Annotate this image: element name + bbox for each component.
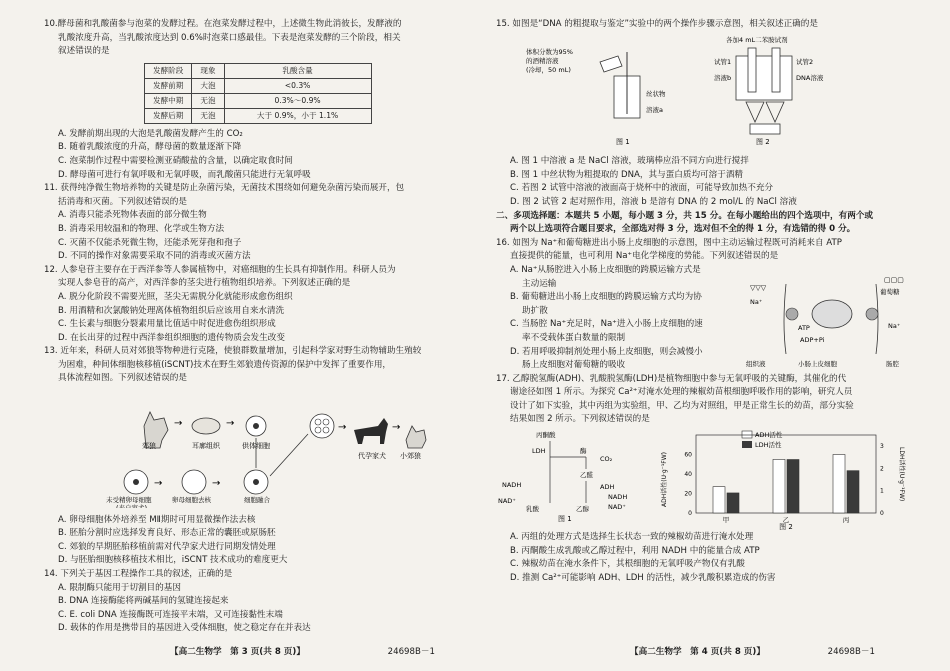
- carrier-protein-icon: [786, 308, 798, 320]
- q17-stem-4: 结果如图 2 所示。下列叙述错误的是: [510, 414, 650, 425]
- footer-title: 【高二生物学 第 3 页(共 8 页)】: [170, 647, 305, 657]
- section-2-title: 二、多项选择题：本题共 5 小题，每小题 3 分，共 15 分。在每小题给出的四个选项中，有两个或: [496, 210, 874, 221]
- q16-option-a: A. Na⁺从肠腔进入小肠上皮细胞的跨膜运输方式是: [510, 264, 701, 275]
- membrane-line: [784, 284, 786, 354]
- q16-option-c: C. 当肠腔 Na⁺充足时，Na⁺进入小肠上皮细胞的速: [510, 319, 703, 330]
- q17-pathway-diagram: [496, 427, 656, 523]
- table-cell: 发酵中期: [145, 93, 192, 108]
- y2-tick-label: 3: [880, 443, 884, 451]
- q16-option-c-cont: 率不受载体蛋白数量的限制: [522, 332, 626, 343]
- pup-icon: [406, 426, 426, 448]
- q10-table: [144, 63, 372, 124]
- x-tick-label: 乙: [782, 516, 790, 525]
- label-wolf: 郊狼: [142, 442, 156, 451]
- footer-left: [170, 645, 435, 657]
- label-na: Na⁺: [888, 321, 901, 330]
- membrane-line: [876, 284, 878, 354]
- q16-option-d-cont: 肠上皮细胞对葡萄糖的吸收: [522, 360, 626, 371]
- cell-icon: [812, 300, 852, 328]
- q13-option-d: D. 与胚胎细胞核移植技术相比，iSCNT 技术成功的难度更大: [58, 555, 288, 566]
- q16-intestine-diagram: [746, 264, 918, 372]
- square-icons: ▢▢▢: [884, 275, 904, 284]
- arrow-icon: →: [174, 418, 183, 430]
- fig1-caption: 图 1: [558, 515, 572, 524]
- page-3: [44, 18, 469, 636]
- q17-stem: 17. 乙醇脱氢酶(ADH)、乳酸脱氢酶(LDH)是植物细胞中参与无氧呼吸的关键酶，其催化的代: [496, 373, 847, 384]
- q13-stem: 13. 近年来，科研人员对郊狼等物种进行克隆，使狼群数量增加，引起科学家对野生动物辅助生殖较: [44, 346, 422, 357]
- chart-marks: [684, 435, 884, 531]
- test-tube-icon: [748, 48, 756, 92]
- table-cell: 大于 0.9%，小于 1.1%: [224, 108, 371, 123]
- q10-option-d: D. 酵母菌可进行有氧呼吸和无氧呼吸，而乳酸菌只能进行无氧呼吸: [58, 169, 311, 180]
- label-ear: 耳廓组织: [192, 442, 220, 451]
- x-tick-label: 丙: [842, 516, 850, 525]
- q14-stem: 14. 下列关于基因工程操作工具的叙述，正确的是: [44, 569, 233, 580]
- q15-dna-diagram: [496, 32, 916, 150]
- footer-right: [630, 645, 875, 657]
- q11-option-b: B. 消毒采用较温和的物理、化学或生物方法: [58, 223, 225, 234]
- q16-stem: 16. 如图为 Na⁺和葡萄糖进出小肠上皮细胞的示意图，图中主动运输过程既可消耗来自 ATP: [496, 237, 842, 248]
- table-cell: 0.3%～0.9%: [224, 93, 371, 108]
- fig1-label: 体积分数为95%: [526, 47, 573, 56]
- q13-option-c: C. 郊狼的早期胚胎移植前需对代孕家犬进行同期发情处理: [58, 541, 276, 552]
- label-enzyme: 酶: [580, 447, 587, 456]
- label-glucose: 葡萄糖: [880, 287, 900, 296]
- page-4: [496, 18, 921, 585]
- label-donor: 供体细胞: [242, 442, 270, 451]
- q14-option-d: D. 载体的作用是携带目的基因进入受体细胞，使之稳定存在并表达: [58, 623, 311, 634]
- label-fusion: 细胞融合: [244, 496, 270, 505]
- fig1-label: (冷却，50 mL): [526, 65, 571, 74]
- ear-tissue-icon: [192, 418, 220, 434]
- q12-option-c: C. 生长素与细胞分裂素用量比值适中时促进愈伤组织形成: [58, 319, 276, 330]
- label-adh: ADH: [600, 483, 615, 492]
- label-pup: 小郊狼: [400, 452, 421, 461]
- q12-option-d: D. 在长出芽的过程中西洋参组织细胞的遗传物质会发生改变: [58, 332, 285, 343]
- legend-label-adh: ADH活性: [755, 431, 783, 440]
- q17-figures: [496, 427, 921, 531]
- q15-option-d: D. 图 2 试管 2 起对照作用，溶液 b 是溶有 DNA 的 2 mol/L 的 NaCl 溶液: [510, 196, 797, 207]
- nucleus-icon: [253, 423, 259, 429]
- carrier-protein-icon: [866, 308, 878, 320]
- test-tube-icon: [772, 48, 780, 92]
- legend-swatch-adh: [742, 431, 752, 438]
- label-na-left: Na⁺: [750, 297, 763, 306]
- footer-title: 【高二生物学 第 4 页(共 8 页)】: [630, 647, 765, 657]
- label-epithelial: 小肠上皮细胞: [798, 359, 837, 368]
- q17-stem-2: 谢途径如图 1 所示。为探究 Ca²⁺对淹水处理的辣椒幼苗根细胞呼吸作用的影响，研究人员: [510, 387, 853, 398]
- label-acetaldehyde: 乙醛: [580, 471, 593, 480]
- q15-stem: 15. 如图是“DNA 的粗提取与鉴定”实验中的两个操作步骤示意图，相关叙述正确的是: [496, 19, 818, 29]
- q12-stem: 12. 人参皂苷主要存在于西洋参等人参属植物中，对癌细胞的生长具有抑制作用。科研人员为: [44, 264, 396, 275]
- table-cell: 大泡: [192, 78, 224, 93]
- label-enucleate: 卵母细胞去核: [172, 496, 211, 505]
- bar-adh: [713, 487, 725, 513]
- q16-block: [496, 264, 921, 373]
- y2-axis-label: LDH活性(U·g⁻¹FW): [898, 447, 905, 502]
- q11-option-d: D. 不同的操作对象需要采取不同的消毒或灭菌方法: [58, 251, 251, 262]
- arrow-icon: →: [154, 478, 163, 490]
- arrow-icon: →: [212, 478, 221, 490]
- x-tick-label: 甲: [722, 516, 730, 525]
- fig1-caption: 图 1: [616, 137, 630, 146]
- label-pyruvate: 丙酮酸: [536, 431, 556, 440]
- q17-option-c: C. 辣椒幼苗在淹水条件下，其根细胞的无氧呼吸产物仅有乳酸: [510, 559, 745, 570]
- q16-option-b: B. 葡萄糖进出小肠上皮细胞的跨膜运输方式均为协: [510, 292, 702, 303]
- chart-caption: 图 2: [779, 523, 793, 532]
- label-ethanol: 乙醇: [576, 505, 589, 514]
- q12-stem-2: 实现人参皂苷的高产，对西洋参的茎尖进行植物组织培养。下列叙述正确的是: [58, 278, 351, 289]
- label-adp: ADP+Pi: [800, 335, 825, 344]
- footer-code: 24698B－1: [827, 647, 875, 657]
- q13-option-a: A. 卵母细胞体外培养至 MⅡ期时可用显微操作法去核: [58, 514, 256, 525]
- fig2-label: 试管2: [796, 57, 814, 66]
- table-cell: 发酵前期: [145, 78, 192, 93]
- y-tick-label: 60: [684, 451, 692, 459]
- q13-stem-3: 具体流程如图。下列叙述错误的是: [58, 373, 187, 384]
- q14-option-a: A. 限制酶只能用于切割目的基因: [58, 582, 181, 593]
- label-lumen: 肠腔: [886, 359, 899, 368]
- bar-ldh: [727, 493, 739, 513]
- q10-option-b: B. 随着乳酸浓度的升高，酵母菌的数量逐渐下降: [58, 142, 242, 153]
- q15-option-c: C. 若图 2 试管中溶液的液面高于烧杯中的液面，可能导致加热不充分: [510, 183, 774, 194]
- arrow-icon: →: [392, 422, 401, 434]
- label-tissue-fluid: 组织液: [746, 359, 766, 368]
- label-nadh-1: NADH: [502, 481, 522, 490]
- q13-stem-2: 为困难，种间体细胞核移植(iSCNT)技术在野生郊狼遗传资源的保护中发挥了重要作用，: [58, 359, 392, 370]
- q17-bar-chart: [656, 427, 906, 531]
- q16-stem-2: 直接提供的能量，也可利用 Na⁺电化学梯度的势能。下列叙述错误的是: [510, 251, 779, 262]
- burner-icon: [746, 102, 784, 122]
- label-nadh-2: NADH: [608, 493, 628, 502]
- q13-cloning-diagram: [44, 386, 464, 508]
- label-atp: ATP: [798, 323, 810, 332]
- fig1-label: 丝状物: [646, 89, 666, 98]
- beaker-icon: [600, 56, 622, 72]
- fig2-label: 溶液b: [714, 73, 732, 82]
- bar-adh: [833, 455, 845, 514]
- q11-stem-2: 括消毒和灭菌。下列叙述错误的是: [58, 196, 187, 207]
- lamp-icon: [750, 124, 780, 134]
- arrow-icon: →: [226, 418, 235, 430]
- legend-swatch-ldh: [742, 441, 752, 448]
- fig2-caption: 图 2: [756, 137, 770, 146]
- q10-stem: 10.酵母菌和乳酸菌参与泡菜的发酵过程。在泡菜发酵过程中，上述微生物此消彼长，发酵液的: [44, 19, 402, 29]
- footer-code: 24698B－1: [387, 647, 435, 657]
- label-surrogate: 代孕家犬: [358, 452, 386, 461]
- chart-legend: [742, 430, 783, 449]
- label-ldh: LDH: [532, 447, 546, 456]
- table-cell: <0.3%: [224, 78, 371, 93]
- q10-stem-3: 叙述错误的是: [58, 46, 110, 57]
- q16-options: [496, 264, 746, 373]
- label-oocyte: 未受精卵母细胞: [106, 496, 152, 505]
- label-nad-1: NAD⁺: [498, 497, 516, 506]
- beaker-icon: [736, 56, 792, 100]
- y-tick-label: 20: [684, 490, 692, 498]
- q14-option-b: B. DNA 连接酶能将两碱基间的氢键连接起来: [58, 596, 229, 607]
- q17-option-d: D. 推测 Ca²⁺可能影响 ADH、LDH 的活性，减少乳酸积累造成的伤害: [510, 572, 776, 583]
- q16-option-b-cont: 助扩散: [522, 305, 548, 316]
- q17-stem-3: 设计了如下实验，其中丙组为实验组，甲、乙均为对照组，甲是正常生长的幼苗，部分实验: [510, 400, 854, 411]
- q10-option-a: A. 发酵前期出现的大泡是乳酸菌发酵产生的 CO₂: [58, 128, 243, 139]
- y2-tick-label: 1: [880, 487, 884, 495]
- q12-option-a: A. 脱分化阶段不需要光照，茎尖无需脱分化就能形成愈伤组织: [58, 291, 293, 302]
- q16-option-d: D. 若用呼吸抑制剂处理小肠上皮细胞，则会减慢小: [510, 346, 703, 357]
- enucleated-oocyte-icon: [182, 470, 206, 494]
- q15-option-a: A. 图 1 中溶液 a 是 NaCl 溶液，玻璃棒应沿不同方向进行搅拌: [510, 156, 749, 167]
- table-cell: 发酵后期: [145, 108, 192, 123]
- q17-option-b: B. 丙酮酸生成乳酸或乙醇过程中，利用 NADH 中的能量合成 ATP: [510, 545, 760, 556]
- fig2-label: 试管1: [714, 57, 732, 66]
- y-tick-label: 40: [684, 471, 692, 479]
- q11-option-a: A. 消毒只能杀死物体表面的部分微生物: [58, 210, 207, 221]
- fig1-label: 的酒精溶液: [526, 56, 559, 65]
- y-axis-label: ADH活性(U·g⁻¹FW): [661, 452, 668, 508]
- q15-option-b: B. 图 1 中丝状物为粗提取的 DNA，其与蛋白质均可溶于酒精: [510, 169, 744, 180]
- section-2-title-2: 两个以上选项符合题目要求，全部选对得 3 分，选对但不全的得 1 分，有选错的得 0 分。: [510, 224, 856, 235]
- q17-option-a: A. 丙组的处理方式是选择生长状态一致的辣椒幼苗进行淹水处理: [510, 532, 754, 543]
- label-co2: CO₂: [600, 455, 613, 464]
- arrow-icon: →: [338, 422, 347, 434]
- q16-option-a-cont: 主动运输: [522, 278, 557, 289]
- q13-option-b: B. 胚胎分割时应选择发育良好、形态正常的囊胚或原肠胚: [58, 528, 276, 539]
- label-nad-2: NAD⁺: [608, 503, 626, 512]
- q10-option-c: C. 泡菜制作过程中需要检测亚硝酸盐的含量，以确定取食时间: [58, 155, 293, 166]
- q11-option-c: C. 灭菌不仅能杀死微生物，还能杀死芽孢和孢子: [58, 237, 242, 248]
- table-cell: 无泡: [192, 93, 224, 108]
- fig1-label: 溶液a: [646, 105, 663, 114]
- table-cell: 无泡: [192, 108, 224, 123]
- y2-tick-label: 0: [880, 510, 884, 518]
- bar-adh: [773, 459, 785, 513]
- label-lactate: 乳酸: [526, 505, 539, 514]
- fig2-label: DNA溶液: [796, 73, 824, 82]
- legend-label-ldh: LDH活性: [755, 441, 782, 450]
- arrow-line: [270, 434, 308, 476]
- table-header: 发酵阶段: [145, 63, 192, 78]
- y2-tick-label: 2: [880, 465, 884, 473]
- fig2-label: 各加4 mL二苯胺试剂: [726, 35, 788, 44]
- q14-option-c: C. E. coli DNA 连接酶既可连接平末端，又可连接黏性末端: [58, 609, 283, 620]
- dog-icon: [354, 418, 388, 444]
- y-tick-label: 0: [688, 510, 692, 518]
- table-header: 乳酸含量: [224, 63, 371, 78]
- label-oocyte-source: (来自家犬): [116, 504, 148, 509]
- q10-stem-2: 乳酸浓度升高，当乳酸浓度达到 0.6%时泡菜口感最佳。下表是泡菜发酵的三个阶段，相关: [58, 32, 401, 43]
- table-header: 现象: [192, 63, 224, 78]
- q11-stem: 11. 获得纯净微生物培养物的关键是防止杂菌污染，无菌技术围绕如何避免杂菌污染而展开，包: [44, 183, 405, 194]
- triangle-icons: ▽▽▽: [750, 283, 767, 292]
- bar-ldh: [847, 471, 859, 513]
- bar-ldh: [787, 460, 799, 513]
- q12-option-b: B. 用酒精和次氯酸钠处理离体植物组织后应该用自来水清洗: [58, 305, 285, 316]
- embryo-icon: [310, 414, 334, 438]
